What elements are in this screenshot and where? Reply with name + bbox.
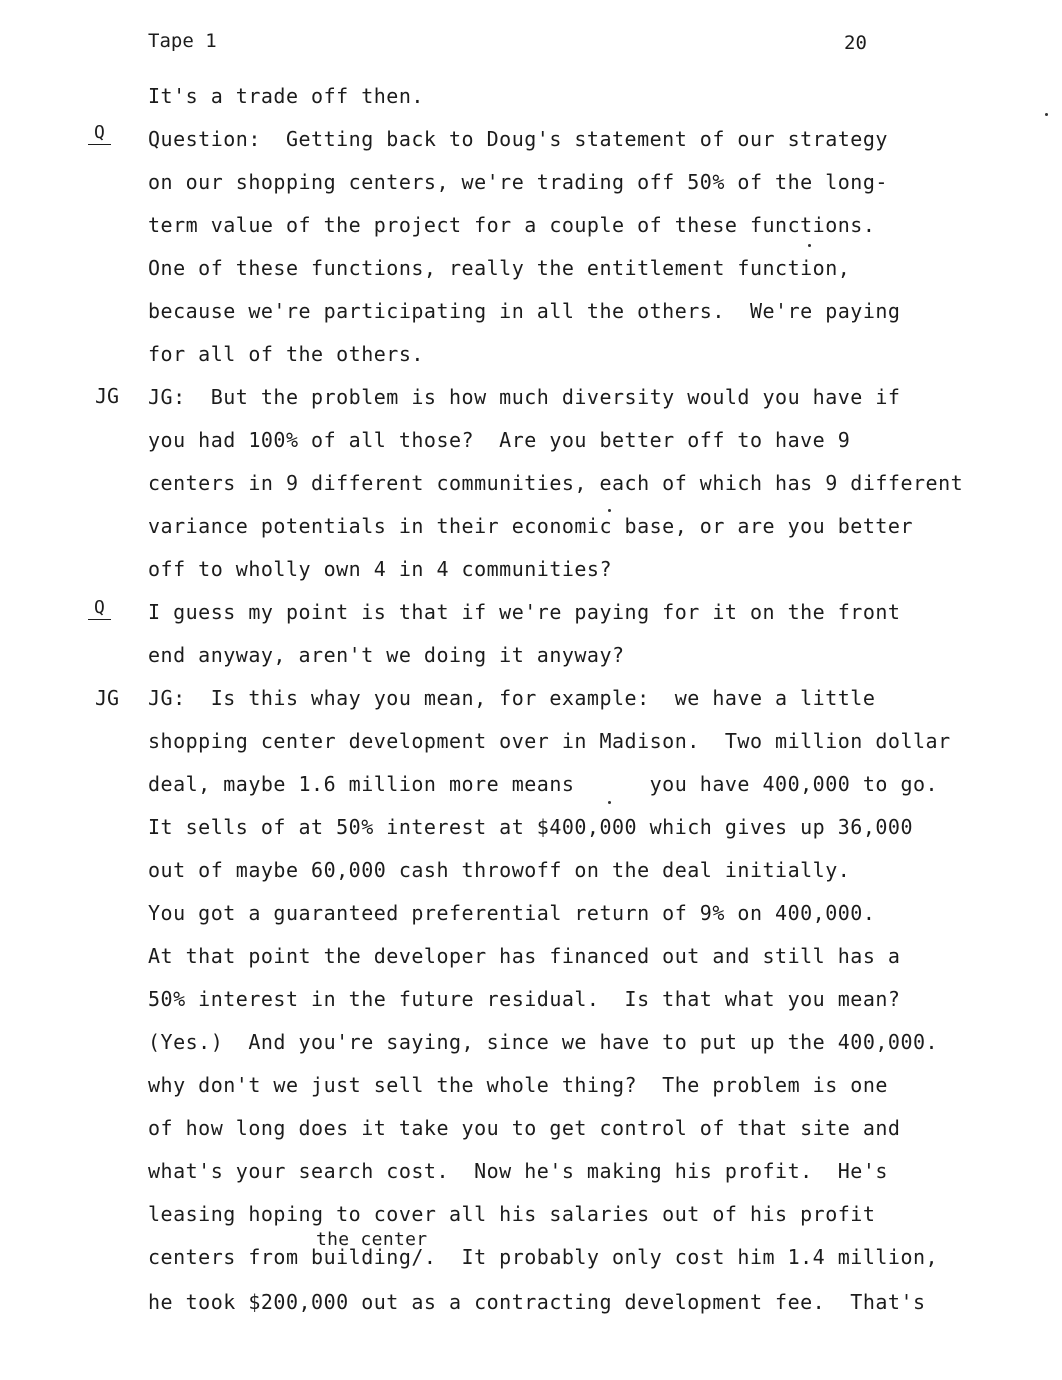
transcript-line: leasing hoping to cover all his salaries out of his profit <box>148 1202 876 1226</box>
transcript-line: 50% interest in the future residual. Is that what you mean? <box>148 987 901 1011</box>
transcript-line: out of maybe 60,000 cash throwoff on the deal initially. <box>148 858 851 882</box>
scan-speck <box>608 801 611 804</box>
transcript-line: he took $200,000 out as a contracting development fee. That's <box>148 1290 926 1314</box>
transcript-line: It's a trade off then. <box>148 84 424 108</box>
transcript-line: end anyway, aren't we doing it anyway? <box>148 643 625 667</box>
speaker-label-jg: JG <box>95 384 120 408</box>
speaker-label-jg: JG <box>95 686 120 710</box>
transcript-line: why don't we just sell the whole thing? The problem is one <box>148 1073 888 1097</box>
speaker-label-q: Q <box>88 121 111 145</box>
transcript-line: JG: Is this whay you mean, for example: we have a little <box>148 686 876 710</box>
scan-speck <box>808 244 811 247</box>
transcript-line: you had 100% of all those? Are you better off to have 9 <box>148 428 851 452</box>
transcript-line: on our shopping centers, we're trading off 50% of the long- <box>148 170 888 194</box>
tape-label: Tape 1 <box>148 30 217 52</box>
scan-speck <box>608 509 611 512</box>
transcript-line: I guess my point is that if we're paying for it on the front <box>148 600 901 624</box>
handwritten-insert: the center <box>316 1229 428 1250</box>
transcript-line: shopping center development over in Madison. Two million dollar <box>148 729 951 753</box>
transcript-line: because we're participating in all the others. We're paying <box>148 299 901 323</box>
transcript-line: off to wholly own 4 in 4 communities? <box>148 557 613 581</box>
transcript-line: of how long does it take you to get control of that site and <box>148 1116 901 1140</box>
speaker-label-q: Q <box>88 596 111 620</box>
transcript-line: It sells of at 50% interest at $400,000 which gives up 36,000 <box>148 815 914 839</box>
transcript-line: You got a guaranteed preferential return of 9% on 400,000. <box>148 901 876 925</box>
transcript-line: variance potentials in their economic base, or are you better <box>148 514 914 538</box>
transcript-line: One of these functions, really the entitlement function, <box>148 256 851 280</box>
transcript-line: for all of the others. <box>148 342 424 366</box>
transcript-line: term value of the project for a couple of these functions. <box>148 213 876 237</box>
transcript-line: Question: Getting back to Doug's statement of our strategy <box>148 127 888 151</box>
transcript-line: At that point the developer has financed out and still has a <box>148 944 901 968</box>
transcript-line: what's your search cost. Now he's making his profit. He's <box>148 1159 888 1183</box>
transcript-line: centers in 9 different communities, each of which has 9 different <box>148 471 964 495</box>
page-number: 20 <box>844 32 867 54</box>
scan-speck <box>1045 113 1048 116</box>
transcript-line: (Yes.) And you're saying, since we have to put up the 400,000. <box>148 1030 939 1054</box>
transcript-line: deal, maybe 1.6 million more means you have 400,000 to go. <box>148 772 939 796</box>
transcript-line: JG: But the problem is how much diversity would you have if <box>148 385 901 409</box>
transcript-line: centers from building/. It probably only cost him 1.4 million, <box>148 1245 939 1269</box>
